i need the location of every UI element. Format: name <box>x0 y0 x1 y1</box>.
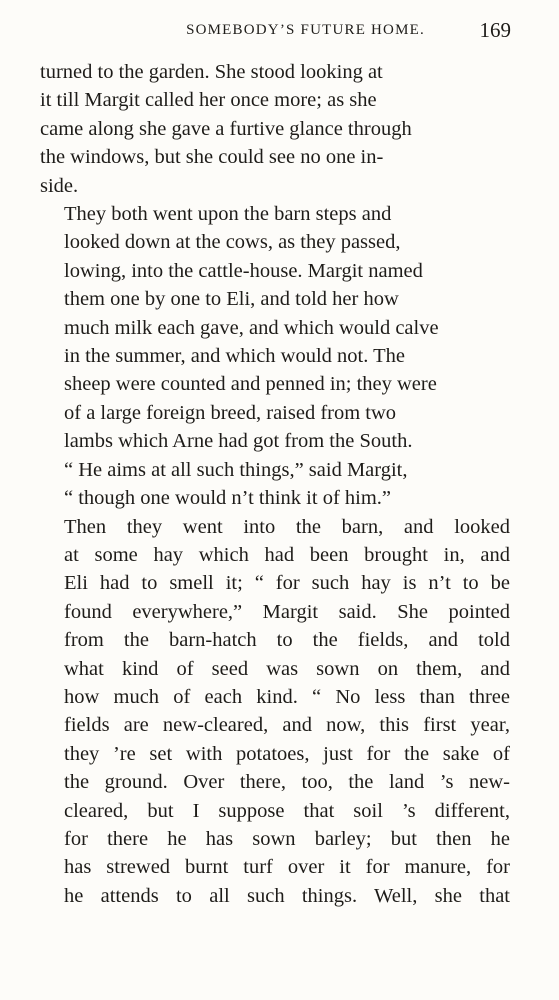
text-line: fields are new-cleared, and now, this first year, <box>64 714 510 737</box>
text-line: at some hay which had been brought in, and <box>64 543 510 566</box>
text-line: turned to the garden. She stood looking at <box>40 61 383 83</box>
running-title: SOMEBODY’S FUTURE HOME. <box>186 22 425 38</box>
text-line: cleared, but I suppose that soil ’s different, <box>64 799 510 822</box>
text-line: in the summer, and which would not. The <box>64 345 405 368</box>
text-line: he attends to all such things. Well, she that <box>64 884 510 907</box>
text-line: They both went upon the barn steps and <box>64 203 392 226</box>
text-line: found everywhere,” Margit said. She pointed <box>64 600 510 623</box>
text-line: sheep were counted and penned in; they were <box>64 373 437 396</box>
paragraph-1 <box>40 58 510 200</box>
text-line: Then they went into the barn, and looked <box>64 515 510 538</box>
text-line: much milk each gave, and which would calve <box>64 316 439 339</box>
text-line: the ground. Over there, too, the land ’s new- <box>64 771 510 794</box>
text-line: from the barn-hatch to the fields, and told <box>64 629 510 652</box>
text-line: side. <box>40 174 79 197</box>
text-line: how much of each kind. “ No less than three <box>64 685 510 708</box>
text-line: of a large foreign breed, raised from two <box>64 401 397 424</box>
text-line: they ’re set with potatoes, just for the sake of <box>64 742 510 765</box>
text-line: Eli had to smell it; “ for such hay is n’t to be <box>64 572 510 595</box>
text-line: lambs which Arne had got from the South. <box>64 430 413 453</box>
running-head <box>40 18 511 46</box>
text-line: “ though one would n’t think it of him.” <box>64 487 392 510</box>
text-line: it till Margit called her once more; as she <box>40 89 377 112</box>
text-line: looked down at the cows, as they passed, <box>64 231 401 254</box>
text-line: what kind of seed was sown on them, and <box>64 657 510 680</box>
text-line: the windows, but she could see no one in- <box>40 146 384 169</box>
text-line: “ He aims at all such things,” said Margit, <box>64 458 408 481</box>
body-text <box>40 58 510 910</box>
paragraph-3 <box>40 513 510 911</box>
page-number: 169 <box>479 18 511 42</box>
paragraph-2 <box>40 200 510 512</box>
text-line: has strewed burnt turf over it for manure, for <box>64 856 510 879</box>
text-line: lowing, into the cattle-house. Margit named <box>64 259 423 282</box>
text-line: for there he has sown barley; but then he <box>64 827 510 850</box>
text-line: came along she gave a furtive glance through <box>40 117 412 140</box>
text-line: them one by one to Eli, and told her how <box>64 288 399 311</box>
